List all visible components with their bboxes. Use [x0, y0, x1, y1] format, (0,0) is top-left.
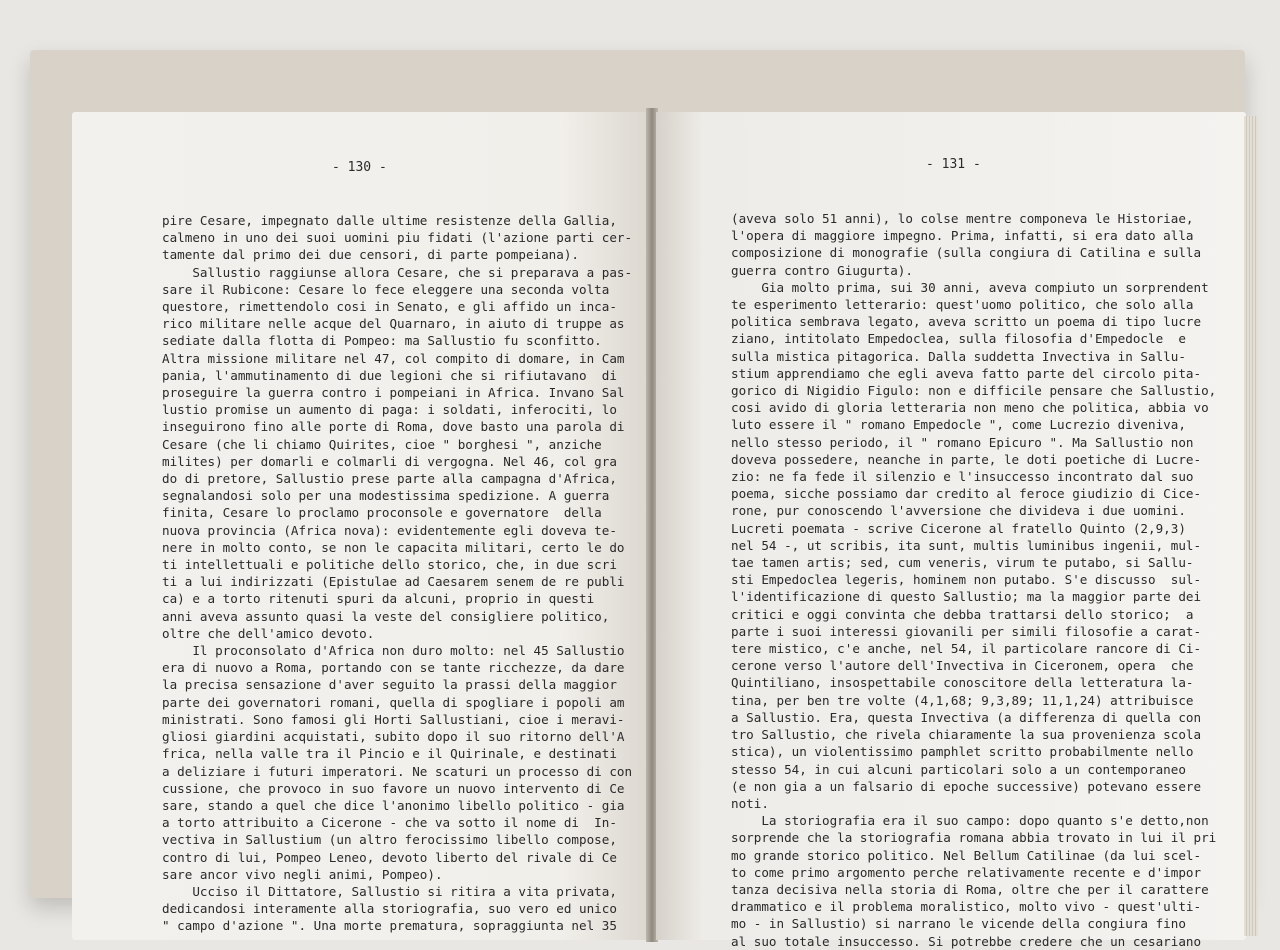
text-line: sare ancor vivo negli animi, Pompeo). [162, 866, 443, 882]
text-line: sare il Rubicone: Cesare lo fece eleggere una seconda volta [162, 281, 610, 297]
text-line: gliosi giardini acquistati, subito dopo il suo ritorno dell'A [162, 729, 625, 745]
text-line: stesso 54, in cui alcuni particolari solo a un contemporaneo [731, 761, 1186, 777]
text-line: (e non gia a un falsario di epoche successive) potevano essere [731, 778, 1202, 794]
text-line: cerone verso l'autore dell'Invectiva in Ciceronem, opera che [731, 658, 1194, 674]
text-line: sulla mistica pitagorica. Dalla suddetta Invectiva in Sallu- [731, 348, 1186, 364]
text-line: cussione, che provoco in suo favore un nuovo intervento di Ce [162, 780, 625, 796]
text-line: la precisa sensazione d'aver seguito la prassi della maggior [162, 677, 617, 693]
page-edges [1244, 116, 1258, 936]
text-line: ca) e a torto ritenuti spuri da alcuni, proprio in questi [162, 591, 595, 607]
text-line: nere in molto conto, se non le capacita militari, certo le do [162, 539, 625, 555]
text-line: al suo totale insuccesso. Si potrebbe credere che un cesariano [731, 933, 1202, 949]
text-line: l'identificazione di questo Sallustio; ma la maggior parte dei [731, 589, 1202, 605]
text-line: milites) per domarli e colmarli di vergogna. Nel 46, col gra [162, 453, 617, 469]
text-line: La storiografia era il suo campo: dopo quanto s'e detto,non [731, 813, 1209, 829]
text-line: luto essere il " romano Empedocle ", come Lucrezio diveniva, [731, 417, 1186, 433]
text-line: a torto attribuito a Cicerone - che va sotto il nome di In- [162, 815, 617, 831]
page-number: - 131 - [926, 157, 981, 172]
text-line: sediate dalla flotta di Pompeo: ma Sallustio fu sconfitto. [162, 333, 602, 349]
text-line: te esperimento letterario: quest'uomo politico, che solo alla [731, 297, 1194, 313]
page-text [162, 212, 632, 935]
text-line: poema, sicche possiamo dar credito al feroce giudizio di Cice- [731, 486, 1202, 502]
page-text [731, 210, 1216, 950]
text-line: tamente dal primo dei due censori, di parte pompeiana). [162, 247, 580, 263]
text-line: cosi avido di gloria letteraria non meno che politica, abbia vo [731, 400, 1209, 416]
text-line: drammatico e il problema moralistico, molto vivo - quest'ulti- [731, 899, 1202, 915]
text-line: nello stesso periodo, il " romano Epicuro ". Ma Sallustio non [731, 434, 1194, 450]
text-line: proseguire la guerra contro i pompeiani in Africa. Invano Sal [162, 385, 625, 401]
text-line: finita, Cesare lo proclamo proconsole e governatore della [162, 505, 602, 521]
text-line: ministrati. Sono famosi gli Horti Sallustiani, cioe i meravi- [162, 711, 625, 727]
text-line: rone, pur conoscendo l'avversione che divideva i due uomini. [731, 503, 1186, 519]
text-line: tina, per ben tre volte (4,1,68; 9,3,89; 11,1,24) attribuisce [731, 692, 1194, 708]
text-line: tanza decisiva nella storia di Roma, oltre che per il carattere [731, 881, 1209, 897]
text-line: (aveva solo 51 anni), lo colse mentre componeva le Historiae, [731, 211, 1194, 226]
text-line: zio: ne fa fede il silenzio e l'insuccesso incontrato dal suo [731, 469, 1194, 485]
text-line: anni aveva assunto quasi la veste del consigliere politico, [162, 608, 610, 624]
text-line: mo grande storico politico. Nel Bellum Catilinae (da lui scel- [731, 847, 1202, 863]
text-line: sorprende che la storiografia romana abbia trovato in lui il pri [731, 830, 1217, 846]
text-line: gorico di Nigidio Figulo: non e difficile pensare che Sallustio, [731, 383, 1217, 399]
text-line: ti intellettuali e politiche dello storico, che, in due scri [162, 557, 617, 573]
text-line: segnalandosi solo per una modestissima spedizione. A guerra [162, 488, 610, 504]
text-line: Gia molto prima, sui 30 anni, aveva compiuto un sorprendent [731, 279, 1209, 295]
text-line: stica), un violentissimo pamphlet scritto probabilmente nello [731, 744, 1194, 760]
open-book [30, 50, 1245, 949]
text-line: doveva possedere, neanche in parte, le doti poetiche di Lucre- [731, 451, 1202, 467]
text-line: dedicandosi interamente alla storiografia, suo vero ed unico [162, 901, 617, 917]
text-line: Il proconsolato d'Africa non duro molto: nel 45 Sallustio [162, 643, 625, 659]
text-line: parte dei governatori romani, quella di spogliare i popoli am [162, 694, 625, 710]
text-line: ziano, intitolato Empedoclea, sulla filosofia d'Empedocle e [731, 331, 1186, 347]
text-line: Ucciso il Dittatore, Sallustio si ritira a vita privata, [162, 883, 617, 899]
text-line: a deliziare i futuri imperatori. Ne scaturi un processo di con [162, 763, 633, 779]
text-line: tro Sallustio, che rivela chiaramente la sua provenienza scola [731, 727, 1202, 743]
text-line: inseguirono fino alle porte di Roma, dove basto una parola di [162, 419, 625, 435]
text-line: contro di lui, Pompeo Leneo, devoto liberto del rivale di Ce [162, 849, 617, 865]
text-line: critici e oggi convinta che debba trattarsi dello storico; a [731, 606, 1194, 622]
text-line: oltre che dell'amico devoto. [162, 625, 375, 641]
text-line: composizione di monografie (sulla congiura di Catilina e sulla [731, 245, 1202, 261]
text-line: to come primo argomento perche relativamente recente e d'impor [731, 864, 1202, 880]
text-line: pire Cesare, impegnato dalle ultime resistenze della Gallia, [162, 213, 617, 228]
text-line: do di pretore, Sallustio prese parte alla campagna d'Africa, [162, 471, 617, 487]
text-line: stium apprendiamo che egli aveva fatto parte del circolo pita- [731, 365, 1202, 381]
text-line: pania, l'ammutinamento di due legioni che si rifiutavano di [162, 367, 617, 383]
text-line: noti. [731, 795, 769, 811]
text-line: questore, rimettendolo cosi in Senato, e gli affido un inca- [162, 299, 617, 315]
text-line: sare, stando a quel che dice l'anonimo libello politico - gia [162, 797, 625, 813]
text-line: era di nuovo a Roma, portando con se tante ricchezze, da dare [162, 660, 625, 676]
text-line: l'opera di maggiore impegno. Prima, infatti, si era dato alla [731, 228, 1194, 244]
text-line: lustio promise un aumento di paga: i soldati, inferociti, lo [162, 402, 617, 418]
text-line: Sallustio raggiunse allora Cesare, che si preparava a pas- [162, 264, 633, 280]
left-page [72, 112, 648, 940]
text-line: mo - in Sallustio) si narrano le vicende della congiura fino [731, 916, 1186, 932]
text-line: Cesare (che li chiamo Quirites, cioe " borghesi ", anziche [162, 436, 602, 452]
text-line: Altra missione militare nel 47, col compito di domare, in Cam [162, 350, 625, 366]
text-line: calmeno in uno dei suoi uomini piu fidati (l'azione parti cer- [162, 230, 633, 246]
text-line: rico militare nelle acque del Quarnaro, in aiuto di truppe as [162, 316, 625, 332]
text-line: nel 54 -, ut scribis, ita sunt, multis luminibus ingenii, mul- [731, 537, 1202, 553]
text-line: vectiva in Sallustium (un altro ferocissimo libello compose, [162, 832, 617, 848]
page-number: - 130 - [332, 160, 387, 175]
text-line: " campo d'azione ". Una morte prematura, sopraggiunta nel 35 [162, 918, 617, 934]
text-line: Lucreti poemata - scrive Cicerone al fratello Quinto (2,9,3) [731, 520, 1186, 536]
text-line: Quintiliano, insospettabile conoscitore della letteratura la- [731, 675, 1194, 691]
text-line: tae tamen artis; sed, cum veneris, virum te putabo, si Sallu- [731, 555, 1194, 571]
right-page [656, 112, 1246, 949]
text-line: politica sembrava legato, aveva scritto un poema di tipo lucre [731, 314, 1202, 330]
text-line: parte i suoi interessi giovanili per simili filosofie a carat- [731, 623, 1202, 639]
text-line: tere mistico, c'e anche, nel 54, il particolare rancore di Ci- [731, 641, 1202, 657]
text-line: guerra contro Giugurta). [731, 262, 913, 278]
text-line: a Sallustio. Era, questa Invectiva (a differenza di quella con [731, 709, 1202, 725]
text-line: nuova provincia (Africa nova): evidentemente egli doveva te- [162, 522, 617, 538]
text-line: ti a lui indirizzati (Epistulae ad Caesarem senem de re publi [162, 574, 625, 590]
text-line: sti Empedoclea legeris, hominem non putabo. S'e discusso sul- [731, 572, 1202, 588]
text-line: frica, nella valle tra il Pincio e il Quirinale, e destinati [162, 746, 617, 762]
